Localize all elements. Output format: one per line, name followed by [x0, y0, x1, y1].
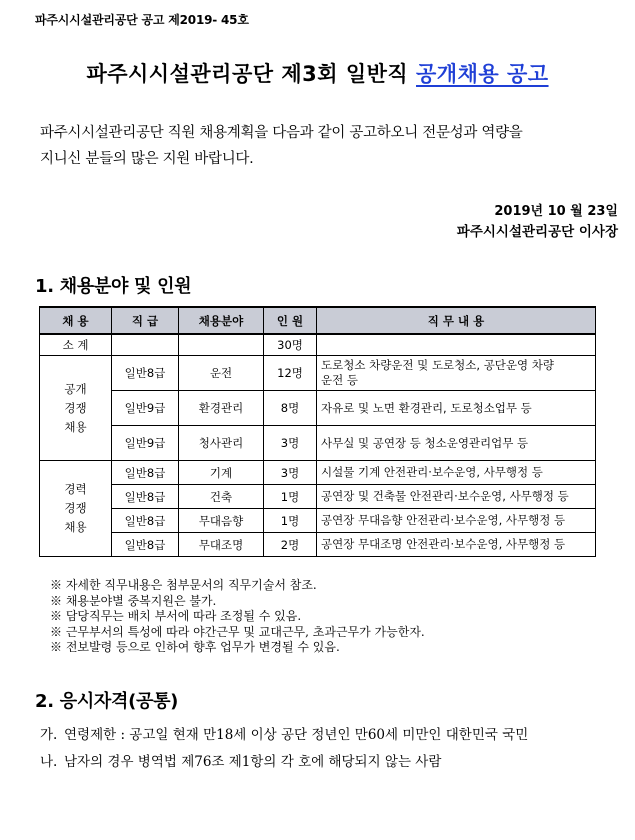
- grade-cell: 일반8급: [112, 533, 179, 557]
- notice-date: 2019년 10 월 23일: [494, 204, 618, 219]
- section-title-qualifications: 2. 응시자격(공통): [35, 691, 179, 712]
- group-label-line: 채용: [64, 419, 87, 434]
- subtotal-label: 소 계: [40, 334, 112, 356]
- note-item: ※ 근무부서의 특성에 따라 야간근무 및 교대근무, 초과근무가 가능한자.: [50, 624, 425, 639]
- header-cell: 채 용: [40, 307, 112, 334]
- header-cell: 채용분야: [179, 307, 264, 334]
- duty-cell: 사무실 및 공연장 등 청소운영관리업무 등: [317, 426, 596, 461]
- item-marker: 나.: [40, 754, 58, 770]
- item-text: 연령제한 : 공고일 현재 만18세 이상 공단 정년인 만60세 미만인 대한민국 국민: [64, 727, 529, 743]
- table-row: [40, 356, 596, 391]
- recruitment-table: [39, 306, 596, 557]
- note-item: ※ 담당직무는 배치 부서에 따라 조정될 수 있음.: [50, 609, 302, 623]
- grade-cell: 일반8급: [112, 509, 179, 533]
- duty-cell: 공연장 무대조명 안전관리·보수운영, 사무행정 등: [317, 533, 596, 557]
- title-main: 파주시시설관리공단 제3회 일반직: [86, 62, 409, 86]
- field-cell: 환경관리: [179, 391, 264, 426]
- note-item: ※ 자세한 직무내용은 첨부문서의 직무기술서 참조.: [50, 578, 317, 592]
- group-career-competition: [40, 461, 112, 557]
- table-row: [40, 533, 596, 557]
- notice-number: 파주시시설관리공단 공고 제2019- 45호: [35, 13, 249, 27]
- intro-line: 지니신 분들의 많은 지원 바랍니다.: [40, 151, 254, 167]
- section-title-recruitment: 1. 채용분야 및 인원: [35, 276, 192, 297]
- note-item: ※ 채용분야별 중복지원은 불가.: [50, 593, 217, 608]
- group-label-line: 경쟁: [64, 501, 87, 515]
- table-row: [40, 391, 596, 426]
- group-label-line: 경쟁: [64, 400, 87, 415]
- count-cell: 8명: [264, 391, 317, 426]
- issuer: 파주시시설관리공단 이사장: [456, 224, 618, 240]
- header-cell: 인 원: [264, 307, 317, 334]
- group-label-line: 공개: [64, 381, 87, 396]
- field-cell: 무대조명: [179, 533, 264, 557]
- table-header-row: [40, 307, 596, 334]
- intro-paragraph: [40, 120, 610, 172]
- table-row: [40, 509, 596, 533]
- page-title: [0, 58, 635, 88]
- table-row: [40, 461, 596, 485]
- table-row: [40, 485, 596, 509]
- duty-cell: [317, 356, 596, 391]
- field-cell: 운전: [179, 356, 264, 391]
- duty-cell: 공연장 무대음향 안전관리·보수운영, 사무행정 등: [317, 509, 596, 533]
- note-item: ※ 전보발령 등으로 인하여 향후 업무가 변경될 수 있음.: [50, 640, 340, 654]
- qualification-item: [40, 749, 610, 776]
- table-notes: [50, 578, 425, 656]
- field-cell: 무대음향: [179, 509, 264, 533]
- grade-cell: 일반8급: [112, 461, 179, 485]
- group-label-line: 경력: [64, 482, 87, 496]
- header-cell: 직 무 내 용: [317, 307, 596, 334]
- qualification-item: [40, 722, 610, 749]
- subtotal-count: 30명: [264, 334, 317, 356]
- group-label-line: 채용: [64, 520, 87, 534]
- count-cell: 2명: [264, 533, 317, 557]
- field-cell: 건축: [179, 485, 264, 509]
- empty-cell: [317, 334, 596, 356]
- grade-cell: 일반9급: [112, 391, 179, 426]
- empty-cell: [112, 334, 179, 356]
- grade-cell: 일반9급: [112, 426, 179, 461]
- count-cell: 3명: [264, 461, 317, 485]
- count-cell: 1명: [264, 509, 317, 533]
- item-marker: 가.: [40, 727, 58, 743]
- group-open-competition: [40, 356, 112, 461]
- empty-cell: [179, 334, 264, 356]
- duty-cell: 자유로 및 노면 환경관리, 도로청소업무 등: [317, 391, 596, 426]
- qualification-list: [40, 722, 610, 776]
- field-cell: 청사관리: [179, 426, 264, 461]
- field-cell: 기계: [179, 461, 264, 485]
- header-cell: 직 급: [112, 307, 179, 334]
- item-text: 남자의 경우 병역법 제76조 제1항의 각 호에 해당되지 않는 사람: [64, 754, 442, 770]
- duty-cell: 공연장 및 건축물 안전관리·보수운영, 사무행정 등: [317, 485, 596, 509]
- count-cell: 3명: [264, 426, 317, 461]
- table-row: [40, 426, 596, 461]
- duty-line: 운전 등: [321, 373, 358, 387]
- title-highlight: 공개채용 공고: [416, 62, 549, 86]
- intro-line: 파주시시설관리공단 직원 채용계획을 다음과 같이 공고하오니 전문성과 역량을: [40, 125, 523, 141]
- duty-cell: 시설물 기계 안전관리·보수운영, 사무행정 등: [317, 461, 596, 485]
- subtotal-row: [40, 334, 596, 356]
- grade-cell: 일반8급: [112, 356, 179, 391]
- grade-cell: 일반8급: [112, 485, 179, 509]
- count-cell: 12명: [264, 356, 317, 391]
- count-cell: 1명: [264, 485, 317, 509]
- duty-line: 도로청소 차량운전 및 도로청소, 공단운영 차량: [321, 358, 555, 372]
